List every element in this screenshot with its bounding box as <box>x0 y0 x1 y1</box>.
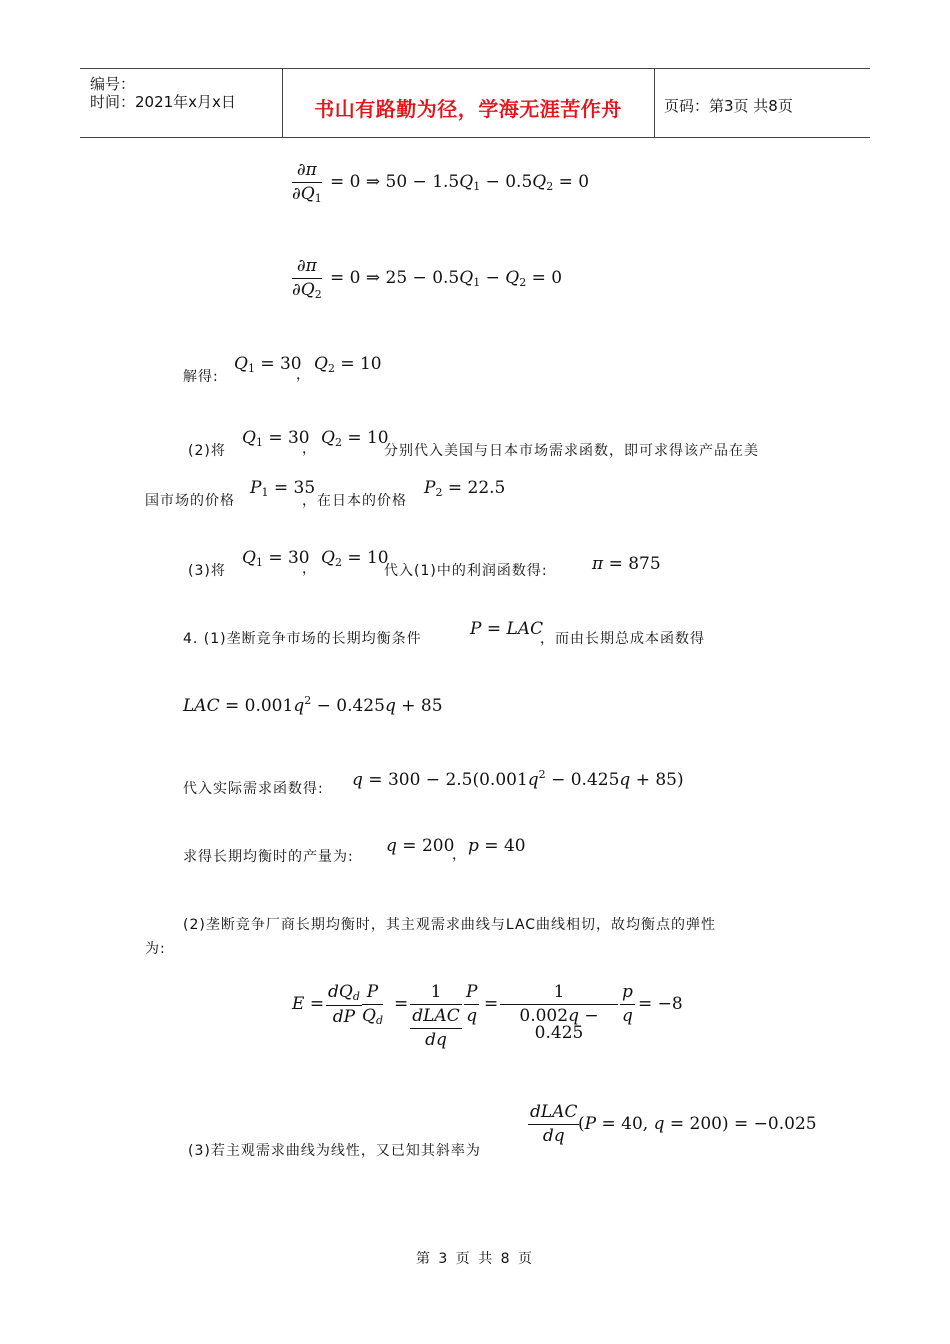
header-motto-cell <box>282 69 655 137</box>
part2-suffix: 分别代入美国与日本市场需求函数，即可求得该产品在美 <box>384 443 759 459</box>
fraction-dqd-dp: $dQ_d$ dP <box>328 982 360 1027</box>
part3-q2: $Q_2 = 10$ <box>321 548 389 569</box>
fraction-p-over-q: $\frac{p}{q}$ <box>622 982 633 1026</box>
page-footer: 第 3 页 共 8 页 <box>415 1251 535 1267</box>
part2-line2-a: 国市场的价格 <box>145 493 235 509</box>
q4-part3: (3)若主观需求曲线为线性，又已知其斜率为 <box>188 1143 481 1159</box>
motto: 书山有路勤为径，学海无涯苦作舟 <box>314 97 622 121</box>
demand-equation: $q = 300 - 2.5(0.001q^2 - 0.425q + 85)$ <box>352 768 684 790</box>
partial-derivative-q2: $\frac{\partial\pi}{\partial Q_2}$ <box>292 256 322 301</box>
solution-q2: $Q_2 = 10$ <box>314 354 382 375</box>
equation-foc-1: = 0 ⇒ $50 - 1.5Q_1 - 0.5Q_2 = 0$ <box>330 172 590 193</box>
header-meta-cell <box>80 69 283 137</box>
part3-q1: $Q_1 = 30$ <box>242 548 310 569</box>
lac-function: LAC = $0.001q^2 - 0.425q + 85$ <box>183 694 443 716</box>
fraction-p-q: $\frac{P}{q}$ <box>466 982 478 1026</box>
output-q: q = 200 <box>386 836 455 856</box>
comma: ， <box>302 561 317 577</box>
page-info: 页码：第3页 共8页 <box>664 97 793 115</box>
equation-foc-2: = 0 ⇒ $25 - 0.5Q_1 - Q_2 = 0$ <box>330 268 563 289</box>
part3-suffix: 代入(1)中的利润函数得: <box>384 563 548 579</box>
slope-value: (P = 40, q = 200) = −0.025 <box>578 1114 817 1134</box>
fraction-inverse-dlac: 1 dLAC dq <box>410 984 462 1049</box>
equilibrium-condition: P = LAC <box>470 619 544 639</box>
solution-q1: $Q_1 = 30$ <box>234 354 302 375</box>
header-page-cell <box>654 69 870 137</box>
profit-value: π = 875 <box>592 554 661 574</box>
part2-q2: $Q_2 = 10$ <box>321 428 389 449</box>
solve-label: 解得: <box>183 369 219 385</box>
q4-line1-a: 4. (1)垄断竞争市场的长期均衡条件 <box>183 631 422 647</box>
fraction-dlac-dq: dLAC dq <box>530 1102 578 1146</box>
demand-label: 代入实际需求函数得: <box>183 781 324 797</box>
fraction-inverse-derivative: $\frac{1}{0.002q - 0.425}$ <box>500 984 618 1042</box>
output-label: 求得长期均衡时的产量为: <box>183 849 354 865</box>
q4-part2-line2: 为: <box>145 941 166 957</box>
part2-q1: $Q_1 = 30$ <box>242 428 310 449</box>
number-label: 编号： <box>90 75 136 93</box>
equals-sign: = <box>484 994 499 1014</box>
comma: ， <box>302 441 317 457</box>
q4-part2-line1: (2)垄断竞争厂商长期均衡时，其主观需求曲线与LAC曲线相切，故均衡点的弹性 <box>183 917 717 933</box>
comma: ， <box>296 367 311 383</box>
price-japan: $P_2 = 22.5$ <box>424 478 506 499</box>
date-line: 时间：2021年x月x日 <box>90 93 236 111</box>
partial-derivative-q1: $\frac{\partial\pi}{\partial Q_1}$ <box>292 160 322 205</box>
part2-line2-b: ，在日本的价格 <box>302 493 407 509</box>
fraction-p-qd: $\frac{P}{Q_d}$ <box>362 982 383 1027</box>
output-p: p = 40 <box>468 836 526 856</box>
elasticity-result: = −8 <box>638 994 683 1014</box>
equals-sign: = <box>394 994 409 1014</box>
price-us: $P_1 = 35$ <box>250 478 316 499</box>
part2-prefix: (2)将 <box>188 443 226 459</box>
part3-prefix: (3)将 <box>188 563 226 579</box>
elasticity-e: E = <box>292 994 325 1014</box>
comma: ， <box>452 847 467 863</box>
q4-line1-b: ，而由长期总成本函数得 <box>540 631 705 647</box>
page-header <box>80 68 870 138</box>
